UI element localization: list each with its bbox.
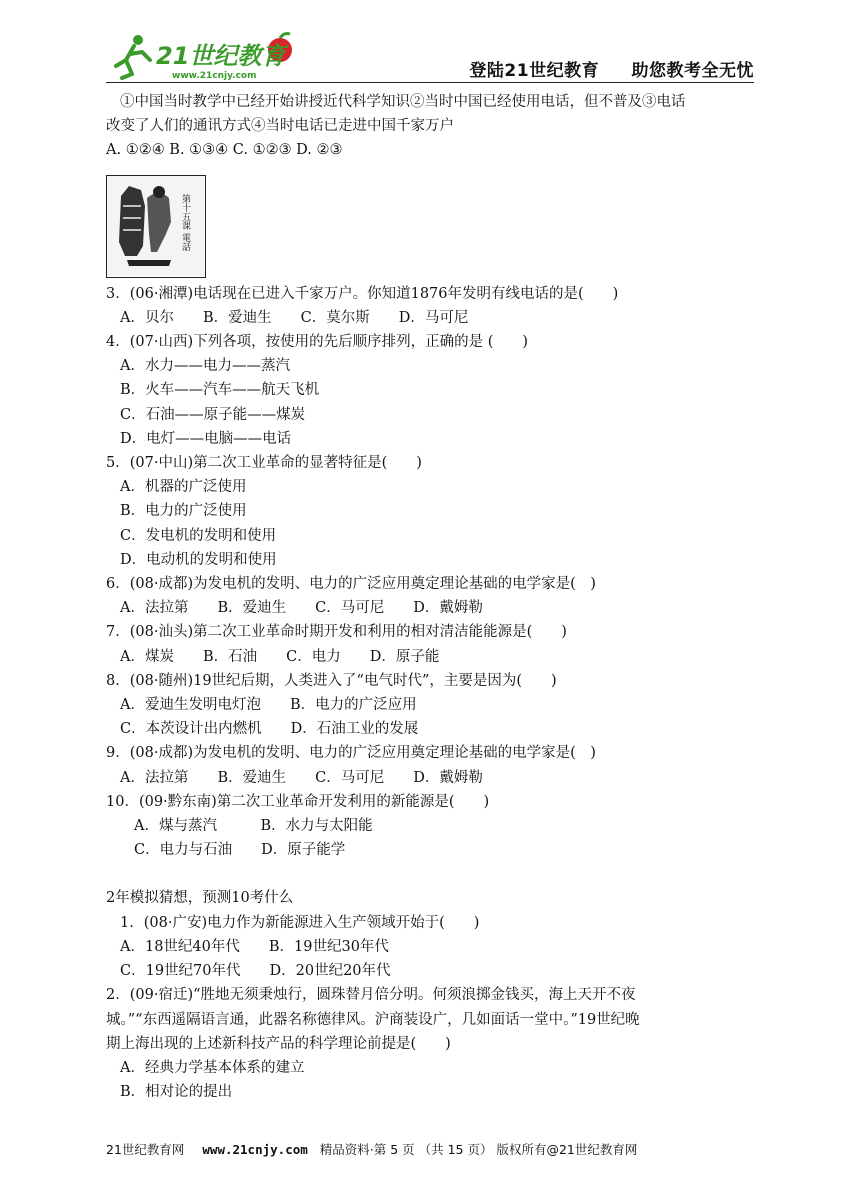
question-option: A．贝尔 B．爱迪生 C．莫尔斯 D．马可尼 <box>120 309 469 326</box>
header-slogan <box>443 56 754 81</box>
intro-line-1: ①中国当时教学中已经开始讲授近代科学知识②当时中国已经使用电话，但不普及③电话 <box>120 94 686 110</box>
question-stem: 3．(06·湘潭)电话现在已进入千家万户。你知道1876年发明有线电话的是( ) <box>106 285 619 302</box>
question-option: A．机器的广泛使用 <box>120 479 247 496</box>
question-option: A．水力——电力——蒸汽 <box>120 358 290 375</box>
question-option: A．法拉第 B．爱迪生 C．马可尼 D．戴姆勒 <box>120 600 483 617</box>
question-10 <box>106 790 756 863</box>
question-option: B．电力的广泛使用 <box>120 503 247 520</box>
question-option: B．火车——汽车——航天飞机 <box>120 382 320 399</box>
question-stem: 5．(07·中山)第二次工业革命的显著特征是( ) <box>106 455 422 472</box>
figure-caption: 第十五课 電話 <box>180 193 190 251</box>
slogan-left: 登陆21世纪教育 <box>469 61 600 81</box>
question-option: C．本茨设计出内燃机 D．石油工业的发展 <box>120 721 419 738</box>
question-7 <box>106 620 756 668</box>
question-stem: 1．(08·广安)电力作为新能源进入生产领域开始于( ) <box>120 914 480 931</box>
question-stem: 期上海出现的上述新科技产品的科学理论前提是( ) <box>106 1035 451 1052</box>
question-5 <box>106 451 756 572</box>
question-option: A．法拉第 B．爱迪生 C．马可尼 D．戴姆勒 <box>120 769 483 786</box>
question-option: A．煤炭 B．石油 C．电力 D．原子能 <box>120 648 440 665</box>
question-stem: 8．(08·随州)19世纪后期，人类进入了“电气时代”，主要是因为( ) <box>106 672 557 689</box>
section-2 <box>106 886 756 1104</box>
telephone-illustration <box>106 175 206 278</box>
question-option: A．煤与蒸汽 B．水力与太阳能 <box>134 818 373 835</box>
question-option: B．相对论的提出 <box>120 1084 233 1101</box>
question-option: C．19世纪70年代 D．20世纪20年代 <box>120 963 391 980</box>
slogan-right: 助您教考全无忧 <box>631 61 754 81</box>
question-stem: 10．(09·黔东南)第二次工业革命开发利用的新能源是( ) <box>106 793 490 810</box>
site-logo[interactable] <box>112 30 302 82</box>
section-title: 2年模拟猜想，预测10考什么 <box>106 890 294 907</box>
question-stem: 4．(07·山西)下列各项，按使用的先后顺序排列，正确的是 ( ) <box>106 334 529 351</box>
questions-list <box>106 282 756 863</box>
intro-options: A. ①②④ B. ①③④ C. ①②③ D. ②③ <box>106 142 343 159</box>
footer-info: 精品资料·第 5 页 （共 15 页） 版权所有@21世纪教育网 <box>319 1142 638 1157</box>
intro-line-2: 改变了人们的通讯方式④当时电话已走进中国千家万户 <box>106 118 454 135</box>
question-8 <box>106 669 756 742</box>
telephone-image <box>107 176 204 276</box>
question-option: A．18世纪40年代 B．19世纪30年代 <box>120 938 389 955</box>
question-stem: 城。”“东西遥隔语言通，此器名称德律风。沪商装设广，几如面话一堂中。”19世纪晚 <box>106 1011 640 1028</box>
question-stem: 2．(09·宿迁)“胜地无须秉烛行，圆珠替月倍分明。何须浪掷金钱买，海上天开不夜 <box>106 987 636 1004</box>
footer-site: 21世纪教育网 <box>106 1142 185 1157</box>
page-content <box>106 90 756 1104</box>
question-4 <box>106 330 756 451</box>
question-stem: 9．(08·成都)为发电机的发明、电力的广泛应用奠定理论基础的电学家是( ) <box>106 745 596 762</box>
question-option: A．爱迪生发明电灯泡 B．电力的广泛应用 <box>120 697 417 714</box>
question-3 <box>106 282 756 330</box>
logo-text: 21世纪教育 <box>156 42 286 70</box>
question-option: C．电力与石油 D．原子能学 <box>134 842 346 859</box>
logo-url: www.21cnjy.com <box>172 71 257 81</box>
question-option: C．发电机的发明和使用 <box>120 527 277 544</box>
question-stem: 6．(08·成都)为发电机的发明、电力的广泛应用奠定理论基础的电学家是( ) <box>106 576 596 593</box>
question-6 <box>106 572 756 620</box>
page-footer <box>106 1140 754 1158</box>
section-gap <box>106 862 756 886</box>
header-divider <box>106 82 754 83</box>
question-option: A．经典力学基本体系的建立 <box>120 1059 305 1076</box>
question-option: D．电灯——电脑——电话 <box>120 430 292 447</box>
question-stem: 7．(08·汕头)第二次工业革命时期开发和利用的相对清洁能能源是( ) <box>106 624 567 641</box>
question-option: D．电动机的发明和使用 <box>120 551 277 568</box>
question-9 <box>106 741 756 789</box>
footer-url[interactable]: www.21cnjy.com <box>202 1142 308 1157</box>
question-option: C．石油——原子能——煤炭 <box>120 406 306 423</box>
logo-graphic <box>112 30 302 82</box>
